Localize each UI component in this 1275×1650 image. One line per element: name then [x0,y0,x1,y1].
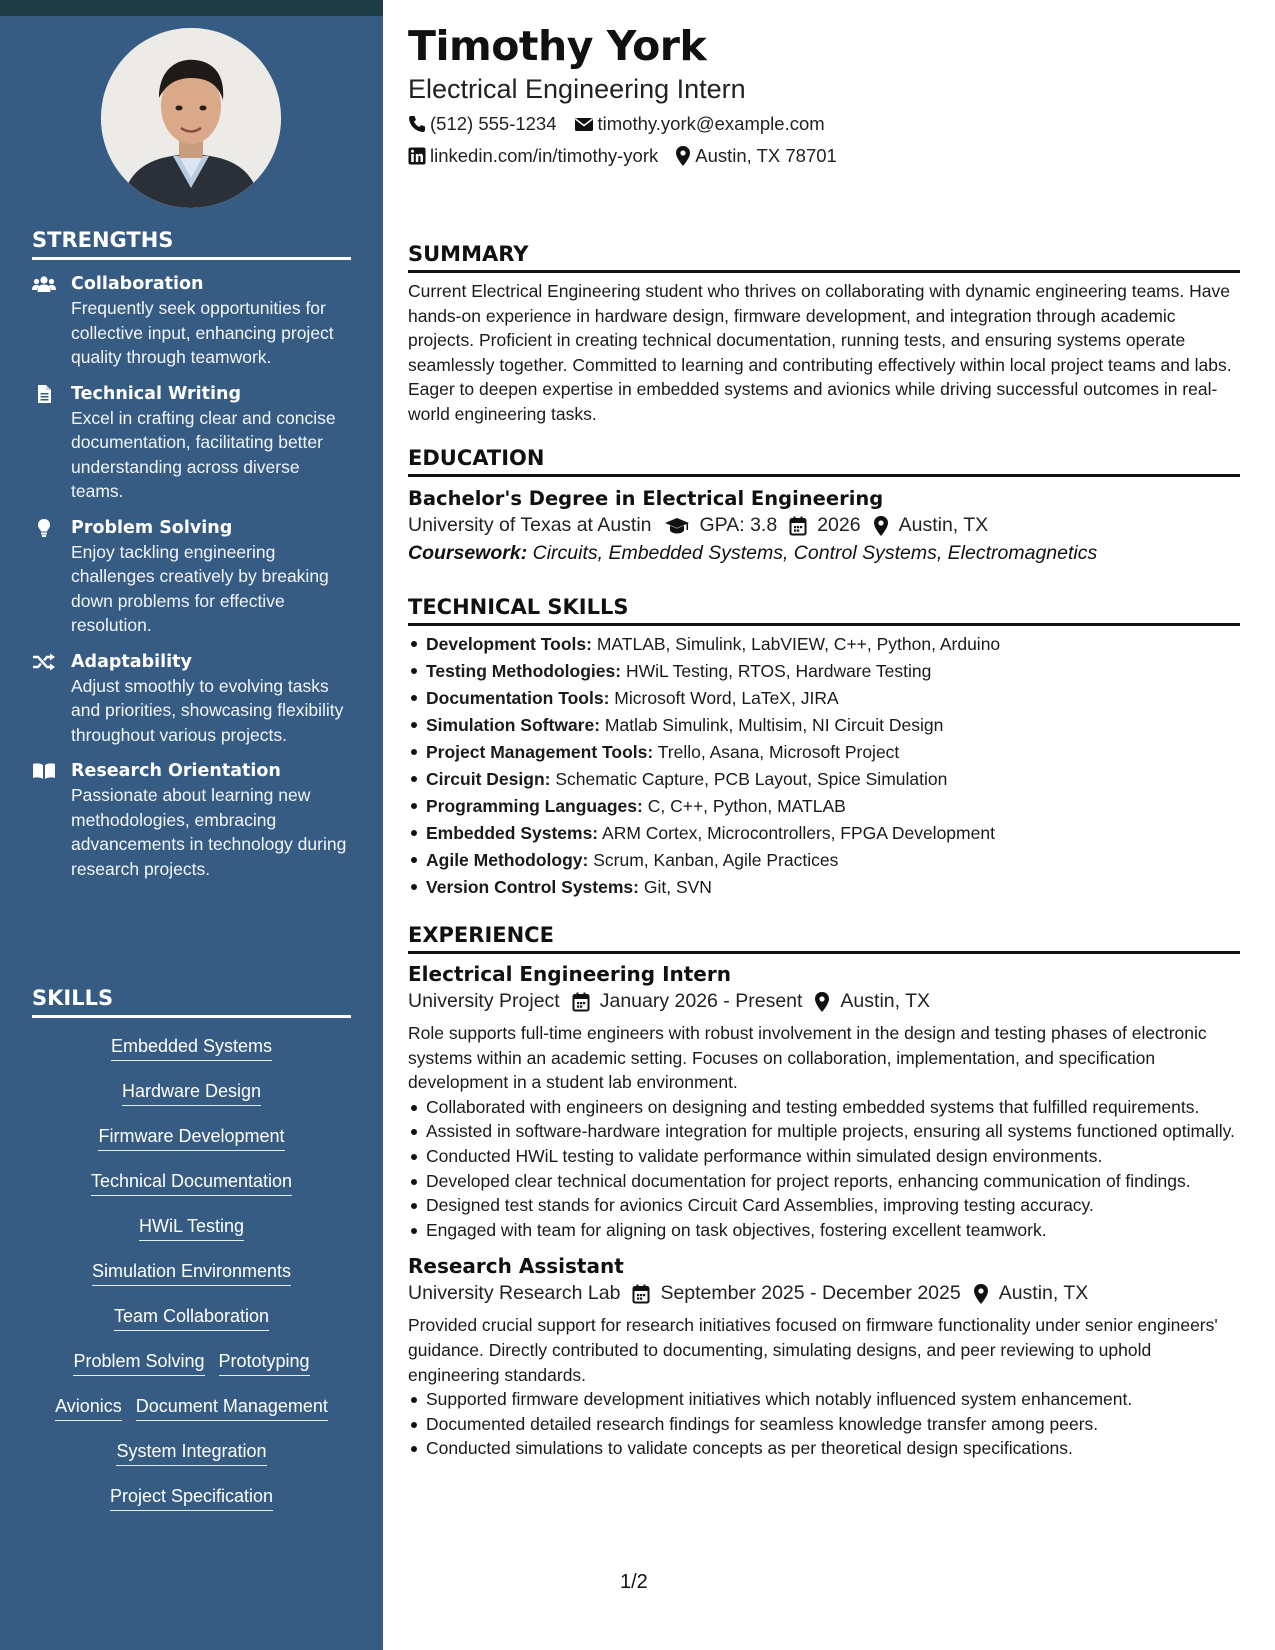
education-meta [408,514,1240,537]
list-item: Programming Languages: C, C++, Python, MATLAB [408,793,1240,820]
top-accent-bar [0,0,383,16]
strength-name: Technical Writing [71,383,242,404]
skill-chip: Technical Documentation [91,1169,292,1196]
sidebar [0,16,383,1650]
calendar-icon [572,992,590,1012]
technical-skills-title: TECHNICAL SKILLS [408,595,1240,626]
list-item: Version Control Systems: Git, SVN [408,874,1240,901]
job-entry [408,962,1240,1242]
map-pin-icon [973,1284,989,1304]
coursework [408,542,1240,565]
strength-item [32,517,351,638]
strength-description: Adjust smoothly to evolving tasks and priorities, showcasing flexibility throughout various projects. [71,675,344,745]
list-item: Collaborated with engineers on designing and testing embedded systems that fulfilled requirements. [408,1095,1240,1120]
map-pin-icon [675,146,691,166]
job-location: Austin, TX [998,1282,1089,1305]
strength-description: Passionate about learning new methodologies, embracing advancements in technology during research projects. [71,785,347,879]
job-title: Research Assistant [408,1254,624,1279]
profile-photo [101,28,281,208]
list-item: Development Tools: MATLAB, Simulink, LabVIEW, C++, Python, Arduino [408,631,1240,658]
summary-title: SUMMARY [408,242,1240,273]
education-location: Austin, TX [898,514,989,536]
job-dates: January 2026 - Present [599,990,803,1012]
strength-description: Frequently seek opportunities for collective input, enhancing project quality through teamwork. [71,298,334,367]
skill-chip: Embedded Systems [111,1034,272,1061]
list-item: Project Management Tools: Trello, Asana, Microsoft Project [408,739,1240,766]
list-item: Testing Methodologies: HWiL Testing, RTOS, Hardware Testing [408,658,1240,685]
summary-section [408,242,1240,427]
job-meta [408,1282,1240,1305]
skill-chip: Prototyping [219,1349,310,1376]
strength-item [32,273,351,370]
degree-title: Bachelor's Degree in Electrical Engineering [408,487,884,510]
coursework-list: Circuits, Embedded Systems, Control Systems, Electromagnetics [532,542,1098,564]
job-bullets [408,1095,1240,1243]
strength-name: Adaptability [71,651,192,672]
contact-row [408,113,842,135]
list-item: Supported firmware development initiatives which notably influenced system enhancement. [408,1387,1240,1412]
job-organization: University Project [408,990,560,1012]
strength-name: Problem Solving [71,517,233,538]
list-item: Designed test stands for avionics Circuit Card Assemblies, improving testing accuracy. [408,1193,1240,1218]
skill-chip: Avionics [55,1394,122,1421]
job-bullets [408,1387,1240,1461]
shuffle-icon [32,653,58,673]
linkedin-link[interactable]: linkedin.com/in/timothy-york [430,145,659,166]
list-item: Agile Methodology: Scrum, Kanban, Agile Practices [408,847,1240,874]
strength-name: Collaboration [71,274,204,294]
calendar-icon [632,1284,650,1304]
strength-description: Excel in crafting clear and concise documentation, facilitating better understanding across diverse teams. [71,407,336,501]
list-item: Simulation Software: Matlab Simulink, Multisim, NI Circuit Design [408,712,1240,739]
job-description: Provided crucial support for research initiatives focused on firmware functionality under senior engineers' guidance. Directly contributed to documenting, simulating designs, and peer reviewing to uphold engineering standards. [408,1315,1218,1385]
document-icon [32,385,58,405]
graduation-year: 2026 [817,514,861,536]
list-item: Conducted HWiL testing to validate performance within simulated design environments. [408,1144,1240,1169]
candidate-name: Timothy York [408,22,707,70]
strength-item [32,760,351,881]
skills-section [32,986,351,1519]
strengths-section [32,228,351,881]
skill-chip: Document Management [136,1394,328,1421]
list-item: Conducted simulations to validate concepts as per theoretical design specifications. [408,1436,1240,1461]
graduation-cap-icon [664,517,690,535]
skill-chip: Hardware Design [122,1079,261,1106]
email-link[interactable]: timothy.york@example.com [597,113,825,134]
strength-name: Research Orientation [71,761,281,781]
experience-title: EXPERIENCE [408,923,1240,954]
strength-description: Enjoy tackling engineering challenges creatively by breaking down problems for effective resolution. [71,541,329,635]
map-pin-icon [873,516,889,536]
list-item: Circuit Design: Schematic Capture, PCB Layout, Spice Simulation [408,766,1240,793]
phone-number[interactable]: (512) 555-1234 [430,113,557,134]
school-name: University of Texas at Austin [408,514,652,536]
calendar-icon [789,516,807,536]
skill-chip: Project Specification [110,1484,273,1511]
skill-chip: HWiL Testing [139,1214,244,1241]
technical-skills-section [408,595,1240,901]
job-location: Austin, TX [840,990,931,1012]
contact-row [408,145,854,167]
job-title: Electrical Engineering Intern [408,962,731,986]
job-dates: September 2025 - December 2025 [660,1282,961,1305]
experience-section [408,923,1240,1461]
phone-icon [408,115,426,133]
gpa: GPA: 3.8 [699,514,778,536]
page-number: 1/2 [620,1571,648,1593]
list-item: Embedded Systems: ARM Cortex, Microcontrollers, FPGA Development [408,820,1240,847]
skills-title: SKILLS [32,986,351,1018]
list-item: Documentation Tools: Microsoft Word, LaTeX, JIRA [408,685,1240,712]
skill-chip: Team Collaboration [114,1304,269,1331]
lightbulb-icon [32,519,58,539]
job-meta [408,990,1240,1013]
map-pin-icon [814,992,830,1012]
job-organization: University Research Lab [408,1282,621,1305]
skill-chip: Simulation Environments [92,1259,291,1286]
skill-chip: Firmware Development [98,1124,284,1151]
users-icon [32,275,58,295]
list-item: Documented detailed research findings for seamless knowledge transfer among peers. [408,1412,1240,1437]
strength-item [32,383,351,504]
strength-item [32,651,351,748]
coursework-label: Coursework: [408,542,528,564]
education-section [408,446,1240,565]
location-text: Austin, TX 78701 [695,145,837,166]
list-item: Engaged with team for aligning on task objectives, fostering excellent teamwork. [408,1218,1240,1243]
list-item: Assisted in software-hardware integration for multiple projects, ensuring all systems functioned optimally. [408,1119,1240,1144]
job-entry [408,1254,1240,1461]
linkedin-icon [408,147,426,165]
list-item: Developed clear technical documentation for project reports, enhancing communication of findings. [408,1169,1240,1194]
envelope-icon [574,116,594,132]
skill-chip: Problem Solving [73,1349,204,1376]
skills-chips [32,1024,351,1519]
job-description: Role supports full-time engineers with robust involvement in the design and testing phases of electronic systems within an academic setting. Focuses on collaboration, implementation, and specification development in a student lab environment. [408,1023,1207,1093]
summary-text: Current Electrical Engineering student who thrives on collaborating with dynamic engineering teams. Have hands-on experience in hardware design, firmware development, and integration through academic projects. Proficient in creating technical documentation, running tests, and ensuring systems operate seamlessly together. Committed to learning and contributing effectively within local project teams and labs. Eager to deepen expertise in embedded systems and avionics while driving successful outcomes in real-world engineering tasks. [408,281,1232,424]
candidate-title: Electrical Engineering Intern [408,74,746,104]
strengths-title: STRENGTHS [32,228,351,260]
technical-skills-list [408,631,1240,901]
book-icon [32,762,58,782]
skill-chip: System Integration [116,1439,266,1466]
education-title: EDUCATION [408,446,1240,477]
